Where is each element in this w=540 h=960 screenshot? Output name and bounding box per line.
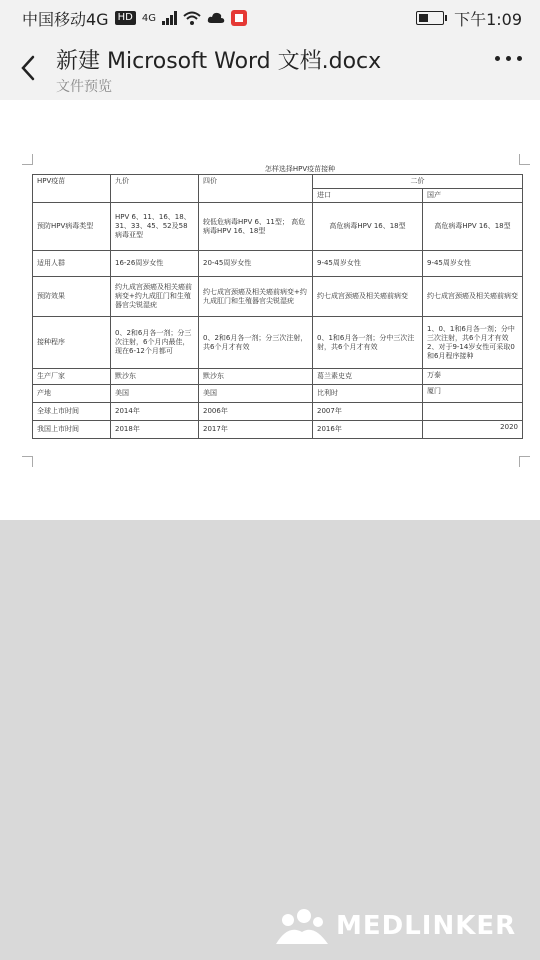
page-corner-mark: [22, 456, 33, 467]
table-cell: 2018年: [111, 421, 199, 439]
table-cell: 0、2和6月各一剂；分三次注射，6个月内最佳，现在6-12个月都可: [111, 317, 199, 369]
table-cell: 1、0、1和6月各一剂；分中三次注射，共6个月才有效 2、对于9-14岁女性可采取0和6月程序接种: [423, 317, 523, 369]
table-cell: 我国上市时间: [33, 421, 111, 439]
table-cell: 约九成宫颈癌及相关癌前病变+约九成肛门和生殖器官尖锐湿疣: [111, 277, 199, 317]
table-cell: 较低危病毒HPV 6、11型； 高危病毒HPV 16、18型: [199, 203, 313, 251]
table-row: [33, 317, 523, 369]
table-row: [33, 403, 523, 421]
medlinker-logo-icon: [274, 906, 330, 946]
table-cell: 2006年: [199, 403, 313, 421]
table-cell: 美国: [199, 385, 313, 403]
table-cell: 厦门: [423, 385, 523, 403]
watermark: [274, 906, 516, 946]
table-cell: 约七成宫颈癌及相关癌前病变+约九成肛门和生殖器官尖锐湿疣: [199, 277, 313, 317]
battery-icon: [416, 11, 444, 25]
table-cell: 生产厂家: [33, 369, 111, 385]
page-corner-mark: [519, 456, 530, 467]
table-cell: 16-26周岁女性: [111, 251, 199, 277]
table-row: [33, 421, 523, 439]
table-cell: 高危病毒HPV 16、18型: [423, 203, 523, 251]
table-header-cell: 二价: [313, 175, 523, 189]
table-cell: 2007年: [313, 403, 423, 421]
hpv-table: [32, 174, 523, 439]
table-cell: 2017年: [199, 421, 313, 439]
table-row: [33, 385, 523, 403]
table-cell: 9-45周岁女性: [423, 251, 523, 277]
status-time: 下午1:09: [454, 9, 522, 29]
wifi-icon: [183, 11, 201, 25]
table-cell: [423, 403, 523, 421]
back-button[interactable]: [12, 46, 44, 90]
table-cell: 比利时: [313, 385, 423, 403]
watermark-text: MEDLINKER: [336, 911, 517, 941]
table-title: 怎样选择HPV疫苗接种: [264, 165, 336, 173]
table-cell: 默沙东: [111, 369, 199, 385]
back-chevron-icon: [19, 54, 37, 82]
table-row: [33, 203, 523, 251]
table-row: [33, 277, 523, 317]
table-cell: 美国: [111, 385, 199, 403]
table-cell: 预防效果: [33, 277, 111, 317]
status-bar: [0, 0, 540, 36]
document-page: [0, 100, 540, 520]
table-subheader-cell: 国产: [423, 189, 523, 203]
table-header-cell: 四价: [199, 175, 313, 203]
table-subheader-cell: 进口: [313, 189, 423, 203]
table-cell: 0、2和6月各一剂；分三次注射，共6个月才有效: [199, 317, 313, 369]
table-header-cell: HPV疫苗: [33, 175, 111, 203]
table-cell: 产地: [33, 385, 111, 403]
table-cell: 2014年: [111, 403, 199, 421]
table-row: [33, 251, 523, 277]
table-row: [33, 175, 523, 189]
more-dots-icon[interactable]: [495, 56, 522, 61]
app-header: [0, 36, 540, 100]
network-label: 4G: [141, 12, 156, 24]
table-cell: 2020: [423, 421, 523, 439]
table-cell: 高危病毒HPV 16、18型: [313, 203, 423, 251]
table-cell: 约七成宫颈癌及相关癌前病变: [313, 277, 423, 317]
table-cell: 20-45周岁女性: [199, 251, 313, 277]
table-cell: 9-45周岁女性: [313, 251, 423, 277]
signal-icon: [162, 11, 177, 25]
document-title: 新建 Microsoft Word 文档.docx: [56, 49, 382, 74]
table-cell: 万泰: [423, 369, 523, 385]
app-notification-icon: [231, 10, 247, 26]
table-cell: 默沙东: [199, 369, 313, 385]
table-cell: 葛兰素史克: [313, 369, 423, 385]
hd-badge: HD: [115, 11, 136, 25]
carrier-label: 中国移动4G: [22, 9, 109, 29]
table-cell: 预防HPV病毒类型: [33, 203, 111, 251]
table-cell: 适用人群: [33, 251, 111, 277]
table-cell: 2016年: [313, 421, 423, 439]
document-subtitle: 文件预览: [56, 79, 112, 95]
table-cell: HPV 6、11、16、18、31、33、45、52及58病毒亚型: [111, 203, 199, 251]
table-header-cell: 九价: [111, 175, 199, 203]
table-row: [33, 369, 523, 385]
table-cell: 约七成宫颈癌及相关癌前病变: [423, 277, 523, 317]
cloud-icon: [207, 11, 225, 25]
table-cell: 全球上市时间: [33, 403, 111, 421]
table-cell: 接种程序: [33, 317, 111, 369]
table-cell: 0、1和6月各一剂；分中三次注射，共6个月才有效: [313, 317, 423, 369]
